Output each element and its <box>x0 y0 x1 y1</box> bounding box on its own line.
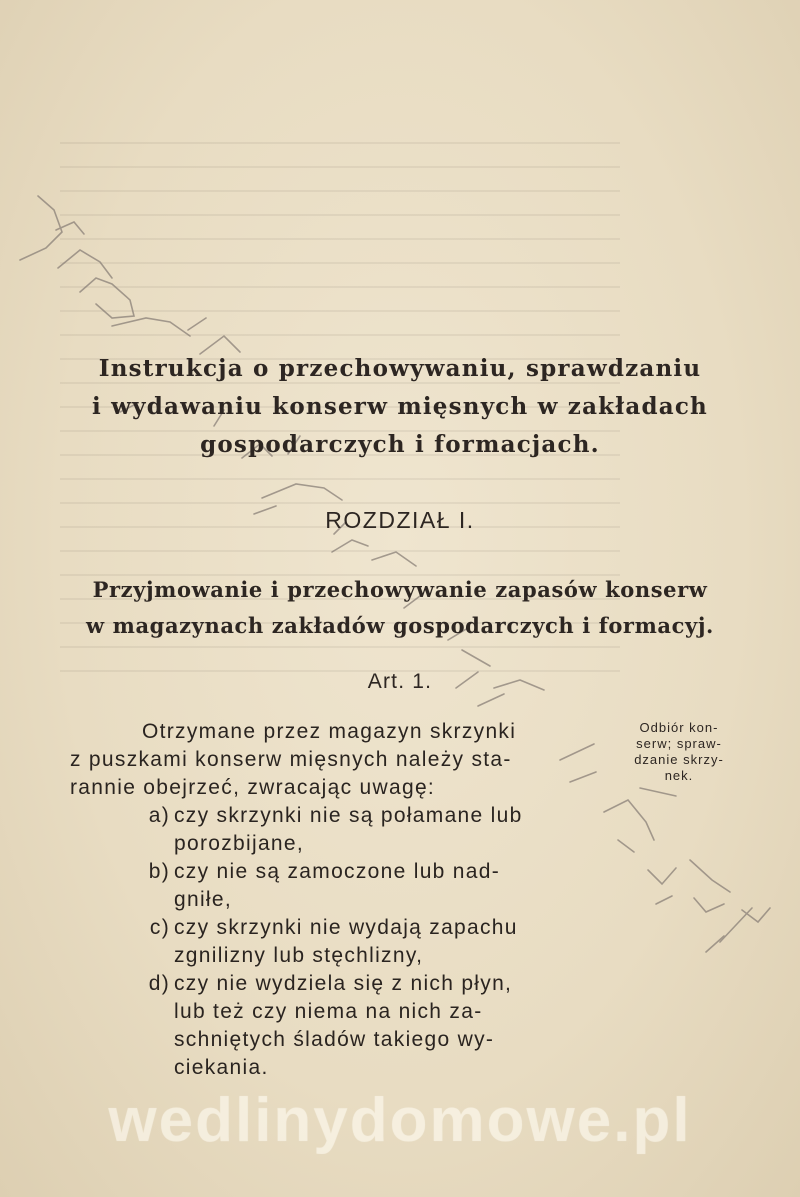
margin-note-line: Odbiór kon- <box>639 720 719 735</box>
check-list <box>70 802 610 1082</box>
chapter-heading: ROZDZIAŁ I. <box>325 507 475 533</box>
subtitle-line: w magazynach zakładów gospodarczych i formacyj. <box>86 613 714 638</box>
list-item-continuation: gniłe, <box>174 888 233 911</box>
list-item-text: czy skrzynki nie są połamane lub <box>174 804 523 827</box>
title-line: gospodarczych i formacjach. <box>200 431 600 458</box>
article-body <box>70 718 610 1082</box>
title-line: i wydawaniu konserw mięsnych w zakładach <box>92 393 708 420</box>
margin-note <box>614 720 744 784</box>
margin-note-line: nek. <box>664 768 694 783</box>
list-item <box>70 858 610 886</box>
margin-note-line: dzanie skrzy- <box>634 752 724 767</box>
list-item-continuation: porozbijane, <box>174 832 305 855</box>
list-item-continuation: zgnilizny lub stęchlizny, <box>174 944 424 967</box>
list-item-text: czy nie wydziela się z nich płyn, <box>174 972 513 995</box>
list-item-label: c) <box>149 916 170 939</box>
list-item <box>70 802 610 830</box>
subtitle-line: Przyjmowanie i przechowywanie zapasów konserw <box>92 577 708 602</box>
body-line: Otrzymane przez magazyn skrzynki <box>142 720 517 743</box>
list-item-text: czy nie są zamoczone lub nad- <box>174 860 501 883</box>
article-heading: Art. 1. <box>367 670 433 693</box>
title-line: Instrukcja o przechowywaniu, sprawdzaniu <box>98 355 702 382</box>
margin-note-line: serw; spraw- <box>636 736 722 751</box>
list-item-label: b) <box>148 860 170 883</box>
document-title <box>0 350 800 464</box>
list-item <box>70 914 610 942</box>
body-line: rannie obejrzeć, zwracając uwagę: <box>70 776 436 799</box>
body-line: z puszkami konserw mięsnych należy sta- <box>70 748 512 771</box>
list-item-label: a) <box>148 804 170 827</box>
list-item <box>70 970 610 998</box>
list-item-continuation: ciekania. <box>174 1056 269 1079</box>
list-item-continuation: schniętych śladów takiego wy- <box>174 1028 495 1051</box>
list-item-label: d) <box>148 972 170 995</box>
chapter-subtitle <box>0 572 800 644</box>
list-item-text: czy skrzynki nie wydają zapachu <box>174 916 518 939</box>
list-item-continuation: lub też czy niema na nich za- <box>174 1000 483 1023</box>
watermark: wedlinydomowe.pl <box>108 1086 692 1155</box>
